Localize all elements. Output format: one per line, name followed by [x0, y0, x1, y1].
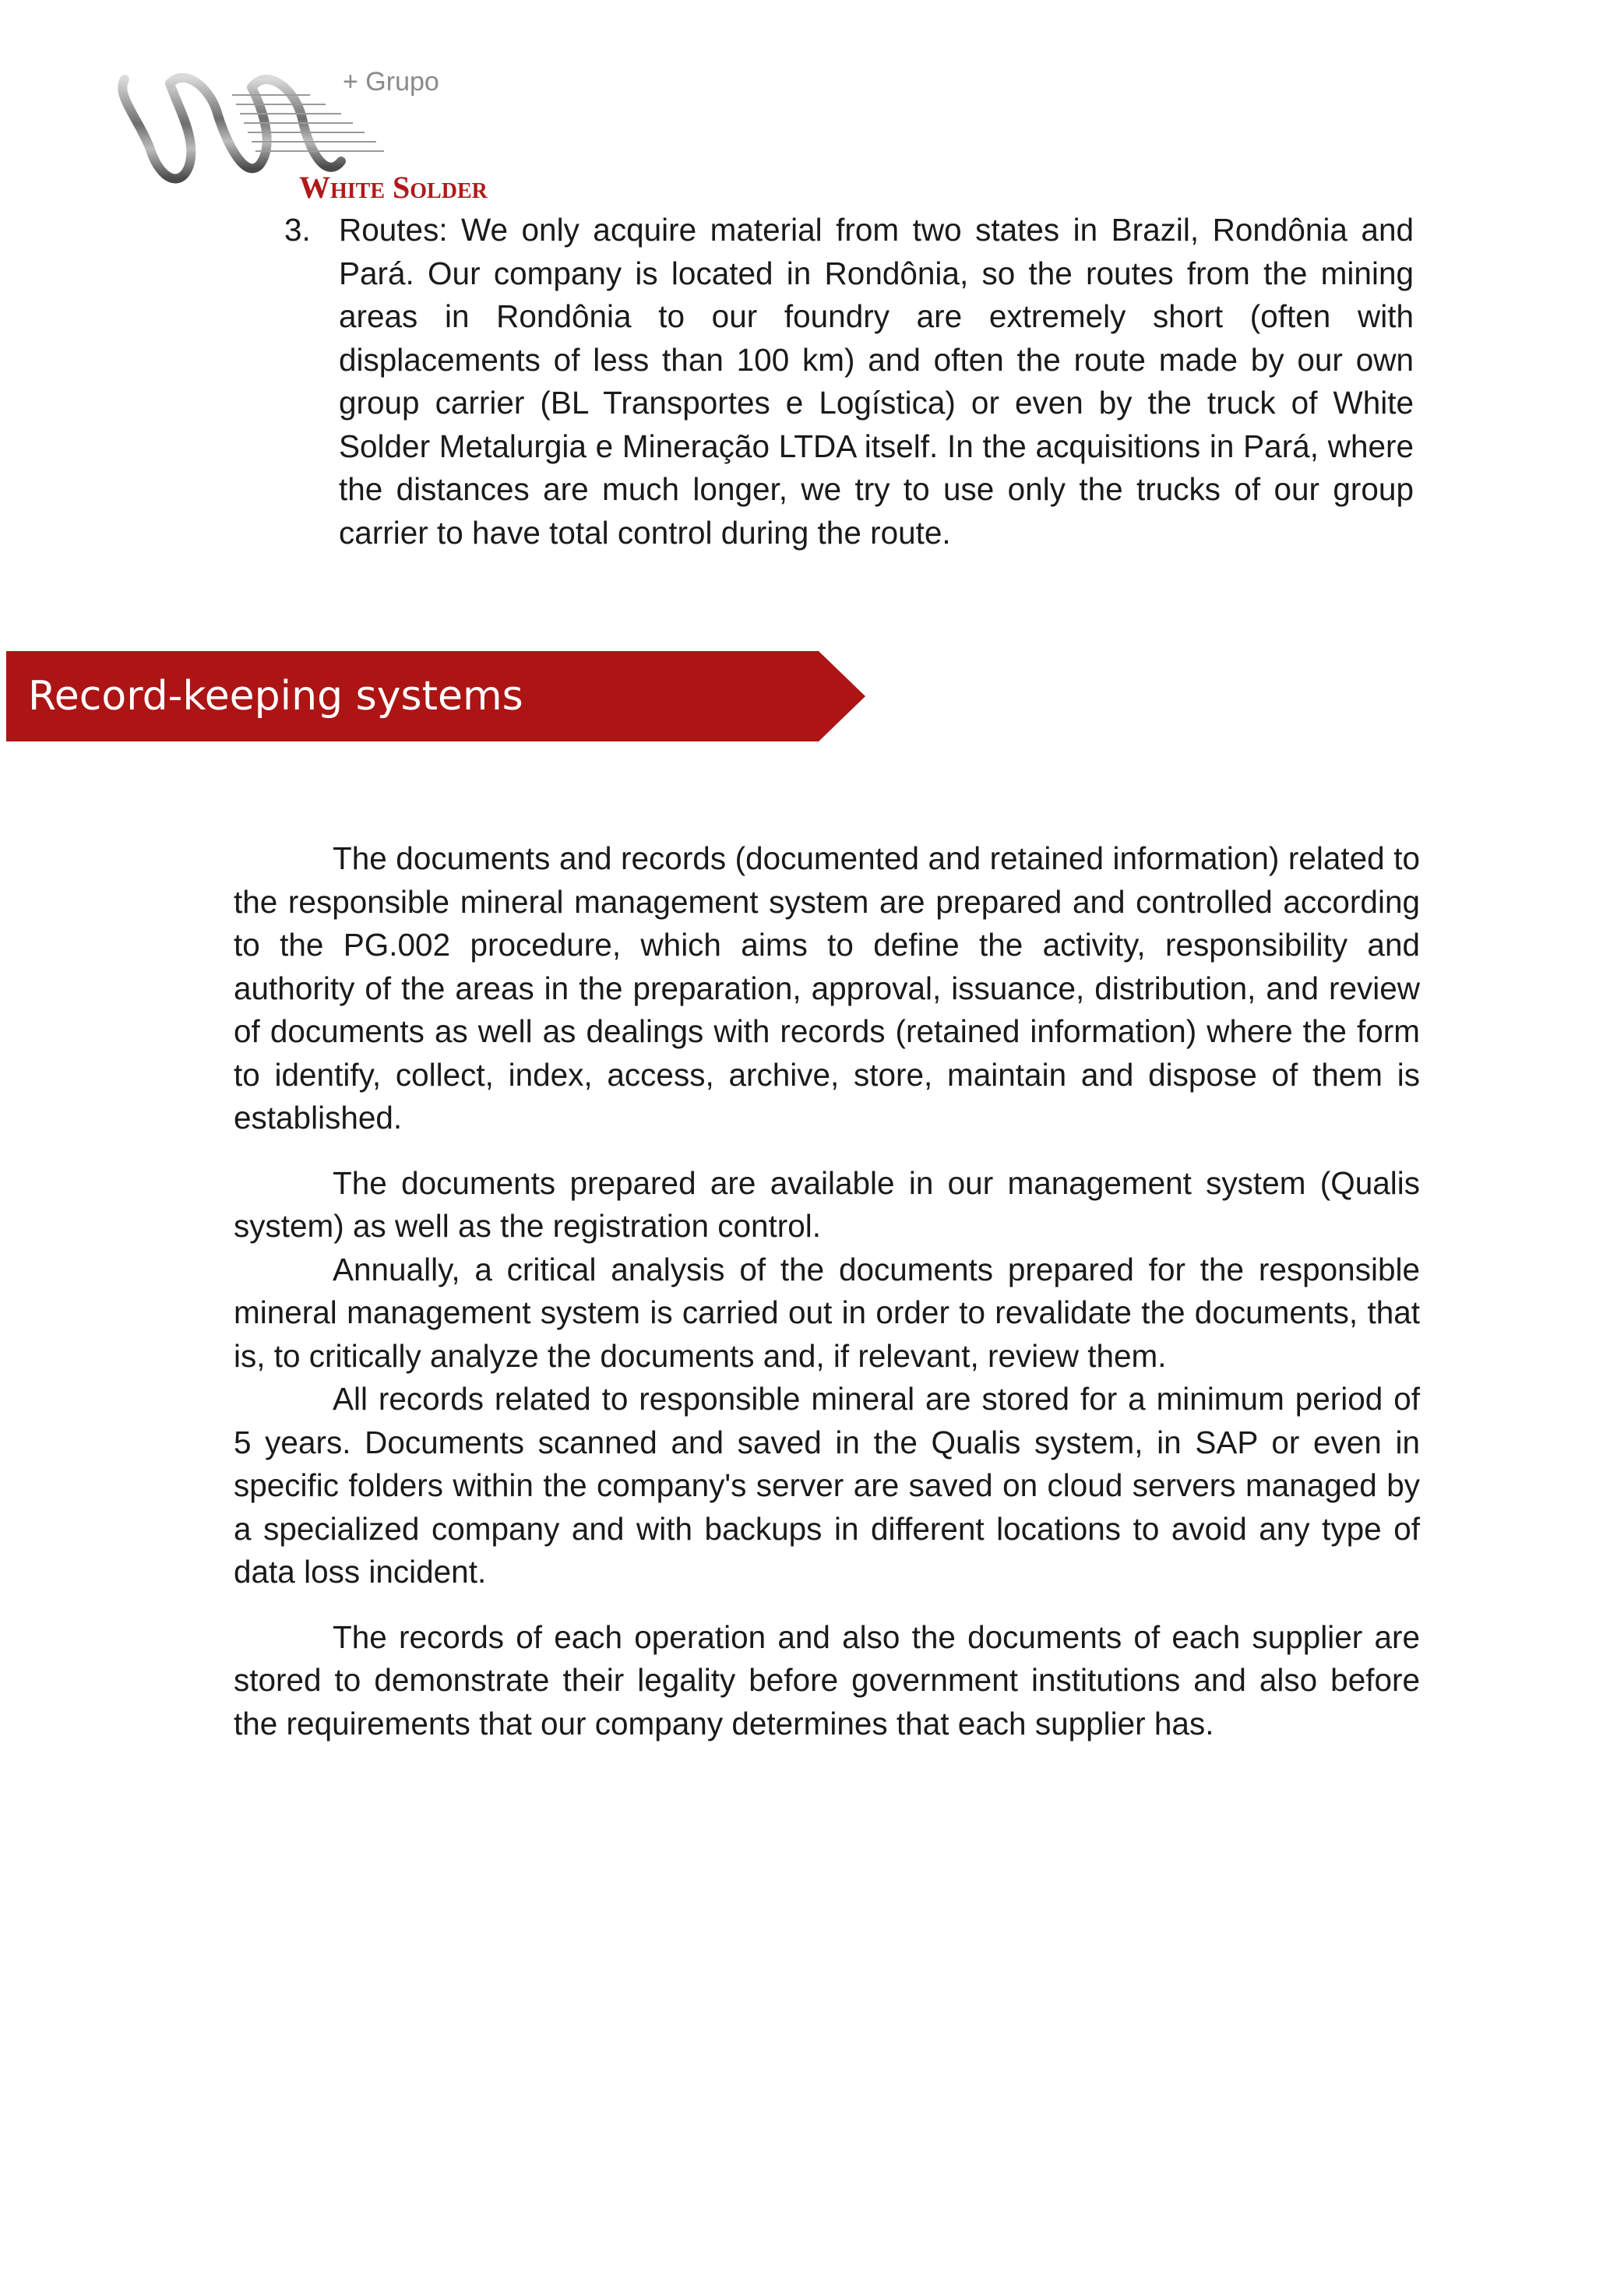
paragraph-supplier-records: The records of each operation and also the documents of each supplier are stored to demonstrate their legality before government institutions and also before the requirements that our company determines that each supplier has.: [234, 1618, 1420, 1741]
logo-group-text: + Grupo: [343, 67, 439, 97]
list-number: 3.: [284, 212, 311, 248]
paragraph-record-procedure: The documents and records (documented and retained information) related to the responsible mineral management system are prepared and controlled according to the PG.002 procedure, which aims to define the activity, responsibility and authority of the areas in the preparation, approval, issuance, distribution, and review of documents as well as dealings with records (retained information) where the form to identify, collect, index, access, archive, store, maintain and dispose of them is established.: [234, 840, 1420, 1136]
route-list: [284, 209, 1414, 555]
list-item: [284, 209, 1414, 555]
section-body: [234, 837, 1420, 1745]
paragraph-records-retention: All records related to responsible mineral are stored for a minimum period of 5 years. Documents scanned and saved in the Qualis system, in SAP or even in specific folders within the company's server are saved on cloud servers managed by a specialized company and with backups in different locations to avoid any type of data loss incident.: [234, 1381, 1420, 1590]
section-title: Record-keeping systems: [28, 673, 523, 720]
paragraph-qualis-system: The documents prepared are available in our management system (Qualis system) as well as the registration control.: [234, 1164, 1420, 1244]
company-logo: [115, 64, 505, 204]
list-item-text: Routes: We only acquire material from two states in Brazil, Rondônia and Pará. Our company is located in Rondônia, so the routes from the mining areas in Rondônia to our foundry are extremely short (often with displacements of less than 100 km) and often the route made by our own group carrier (BL Transportes e Logística) or even by the truck of White Solder Metalurgia e Mineração LTDA itself. In the acquisitions in Pará, where the distances are much longer, we try to use only the trucks of our group carrier to have total control during the route.: [339, 212, 1414, 551]
logo-brand-text: White Solder: [299, 170, 488, 204]
section-banner: [6, 651, 865, 741]
paragraph-annual-analysis: Annually, a critical analysis of the documents prepared for the responsible mineral management system is carried out in order to revalidate the documents, that is, to critically analyze the documents and, if relevant, review them.: [234, 1251, 1420, 1374]
logo-mark-icon: [122, 78, 341, 179]
